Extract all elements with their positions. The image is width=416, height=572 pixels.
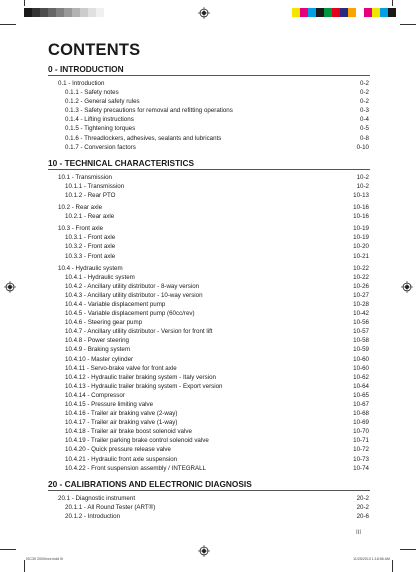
toc-entry[interactable] bbox=[48, 427, 370, 436]
grey-swatch bbox=[40, 8, 48, 17]
toc-entry[interactable] bbox=[48, 242, 370, 251]
color-swatch bbox=[308, 8, 316, 17]
section-heading: 10 - TECHNICAL CHARACTERISTICS bbox=[48, 158, 370, 170]
toc-entry-label: 10.4 - Hydraulic system bbox=[58, 264, 123, 272]
toc-entry-page: 10-74 bbox=[353, 464, 369, 472]
toc-entry[interactable] bbox=[48, 409, 370, 418]
toc-entry[interactable] bbox=[48, 106, 370, 115]
toc-entry[interactable] bbox=[48, 88, 370, 97]
toc-entry[interactable] bbox=[48, 512, 370, 521]
toc-entry-label: 10.4.20 - Quick pressure release valve bbox=[65, 446, 171, 454]
grey-calibration-bar bbox=[24, 8, 112, 17]
toc-entry[interactable] bbox=[48, 391, 370, 400]
crop-mark bbox=[392, 0, 393, 6]
toc-entry-page: 10-70 bbox=[353, 428, 369, 436]
toc-entry[interactable] bbox=[48, 233, 370, 242]
color-swatch bbox=[332, 8, 340, 17]
toc-entry[interactable] bbox=[48, 191, 370, 200]
registration-mark-icon bbox=[4, 281, 16, 293]
toc-entry-label: 10.4.18 - Trailer air brake boost solenoid valve bbox=[65, 428, 192, 436]
toc-entry-page: 0-8 bbox=[360, 134, 369, 142]
toc-entry[interactable] bbox=[48, 224, 370, 233]
toc-entry[interactable] bbox=[48, 503, 370, 512]
toc-entry-page: 10-62 bbox=[353, 373, 369, 381]
color-swatch bbox=[364, 8, 372, 17]
toc-entry-page: 10-28 bbox=[353, 300, 369, 308]
toc-entry[interactable] bbox=[48, 124, 370, 133]
toc-entry-label: 10.4.15 - Pressure limiting valve bbox=[65, 401, 154, 408]
print-footer bbox=[26, 557, 390, 561]
toc-entry-page: 20-2 bbox=[356, 503, 369, 511]
toc-entry-page: 0-5 bbox=[360, 125, 369, 133]
toc-entry-page: 10-72 bbox=[353, 446, 369, 454]
toc-entry-label: 10.4.13 - Hydraulic trailer braking system - Export version bbox=[65, 382, 223, 390]
toc-entry-label: 10.3.2 - Front axle bbox=[65, 243, 116, 251]
section-heading: 20 - CALIBRATIONS AND ELECTRONIC DIAGNOSIS bbox=[48, 479, 370, 491]
toc-entry[interactable] bbox=[48, 203, 370, 212]
toc-entry[interactable] bbox=[48, 134, 370, 143]
grey-swatch bbox=[32, 8, 40, 17]
toc-entry-label: 20.1.2 - Introduction bbox=[65, 512, 121, 520]
crop-mark bbox=[0, 24, 16, 25]
toc-entry[interactable] bbox=[48, 318, 370, 327]
toc-entry[interactable] bbox=[48, 364, 370, 373]
toc-entry[interactable] bbox=[48, 182, 370, 191]
footer-timestamp: 11/25/2013 1:18:56 AM bbox=[353, 557, 390, 561]
toc-entry-page: 10-27 bbox=[353, 291, 369, 299]
toc-entry-page: 0-3 bbox=[360, 107, 369, 115]
color-swatch bbox=[340, 8, 348, 17]
toc-entry-label: 10.4.2 - Ancillary utility distributor - 8-way version bbox=[65, 282, 200, 290]
toc-entry-label: 10.4.5 - Variable displacement pump (60cc/rev) bbox=[65, 310, 195, 318]
color-swatch bbox=[356, 8, 364, 17]
toc-entry-label: 0.1.6 - Threadlockers, adhesives, sealants and lubricants bbox=[65, 134, 222, 142]
toc-entry[interactable] bbox=[48, 143, 370, 152]
color-swatch bbox=[372, 8, 380, 17]
toc-entry-page: 10-73 bbox=[353, 455, 369, 463]
toc-entry-page: 10-19 bbox=[353, 234, 369, 242]
toc-entry-page: 10-42 bbox=[353, 310, 369, 318]
color-swatch bbox=[380, 8, 388, 17]
toc-entry[interactable] bbox=[48, 173, 370, 182]
toc-entry-label: 0.1 - Introduction bbox=[58, 80, 105, 87]
toc-entry-page: 10-57 bbox=[353, 328, 369, 336]
toc-entry-page: 10-2 bbox=[356, 182, 369, 190]
toc-entry-label: 10.4.3 - Ancillary utility distributor - 10-way version bbox=[65, 291, 203, 299]
color-swatch bbox=[388, 8, 396, 17]
grey-swatch bbox=[80, 8, 88, 17]
toc-entry-page: 0-10 bbox=[356, 143, 369, 151]
toc-sections bbox=[48, 64, 370, 521]
toc-entry-page: 10-16 bbox=[353, 204, 369, 212]
toc-entry-label: 10.1.2 - Rear PTO bbox=[65, 191, 116, 199]
toc-entry-page: 10-60 bbox=[353, 355, 369, 363]
registration-mark-icon bbox=[198, 545, 210, 557]
toc-entry[interactable] bbox=[48, 327, 370, 336]
section-heading: 0 - INTRODUCTION bbox=[48, 64, 370, 76]
toc-entry[interactable] bbox=[48, 252, 370, 261]
toc-entry-label: 0.1.3 - Safety precautions for removal and refitting operations bbox=[65, 107, 233, 115]
toc-entry[interactable] bbox=[48, 382, 370, 391]
toc-entry-label: 10.4.16 - Trailer air braking valve (2-way) bbox=[65, 410, 178, 418]
toc-entry-page: 0-2 bbox=[360, 98, 369, 106]
toc-entry-page: 10-26 bbox=[353, 282, 369, 290]
toc-entry-label: 10.3 - Front axle bbox=[58, 225, 104, 233]
toc-entry[interactable] bbox=[48, 494, 370, 503]
toc-entry[interactable] bbox=[48, 436, 370, 445]
toc-entry-label: 0.1.5 - Tightening torques bbox=[65, 125, 136, 133]
crop-mark bbox=[400, 24, 416, 25]
grey-swatch bbox=[88, 8, 96, 17]
grey-swatch bbox=[64, 8, 72, 17]
toc-entry-page: 10-56 bbox=[353, 319, 369, 327]
toc-entry[interactable] bbox=[48, 212, 370, 221]
color-swatch bbox=[300, 8, 308, 17]
grey-swatch bbox=[104, 8, 112, 17]
toc-entry-label: 0.1.1 - Safety notes bbox=[65, 89, 119, 97]
toc-entry-label: 20.1.1 - All Round Tester (ART®) bbox=[65, 503, 156, 511]
toc-entry[interactable] bbox=[48, 355, 370, 364]
toc-entry[interactable] bbox=[48, 373, 370, 382]
toc-entry[interactable] bbox=[48, 400, 370, 409]
page-title: CONTENTS bbox=[48, 41, 141, 59]
toc-entry-label: 10.4.4 - Variable displacement pump bbox=[65, 300, 166, 308]
toc-entry-page: 0-4 bbox=[360, 116, 369, 124]
toc-entry-label: 0.1.4 - Lifting instructions bbox=[65, 116, 134, 124]
crop-mark bbox=[400, 549, 416, 550]
color-swatch bbox=[316, 8, 324, 17]
toc-entry-page: 10-22 bbox=[353, 273, 369, 281]
toc-entry[interactable] bbox=[48, 291, 370, 300]
toc-entry-label: 10.4.21 - Hydraulic front axle suspension bbox=[65, 455, 178, 463]
toc-entry-page: 10-19 bbox=[353, 225, 369, 233]
toc-entry-label: 10.4.11 - Servo-brake valve for front axle bbox=[65, 364, 177, 372]
toc-entry-label: 10.1.1 - Transmission bbox=[65, 182, 125, 190]
toc-entry[interactable] bbox=[48, 97, 370, 106]
grey-swatch bbox=[56, 8, 64, 17]
grey-swatch bbox=[24, 8, 32, 17]
grey-swatch bbox=[96, 8, 104, 17]
toc-entry-page: 0-2 bbox=[360, 80, 369, 87]
toc-entry[interactable] bbox=[48, 418, 370, 427]
toc-entry-label: 10.4.1 - Hydraulic system bbox=[65, 273, 135, 281]
toc-entry-page: 20-6 bbox=[356, 512, 369, 520]
toc-entry-label: 20.1 - Diagnostic instrument bbox=[58, 494, 136, 502]
toc-entry-label: 10.4.9 - Braking system bbox=[65, 346, 130, 354]
toc-entry-page: 10-71 bbox=[353, 437, 369, 445]
toc-entry-label: 10.4.17 - Trailer air braking valve (1-way) bbox=[65, 419, 178, 427]
toc-entry-page: 10-21 bbox=[353, 252, 369, 260]
toc-entry[interactable] bbox=[48, 300, 370, 309]
toc-entry[interactable] bbox=[48, 282, 370, 291]
color-swatch bbox=[292, 8, 300, 17]
toc-entry-page: 10-2 bbox=[356, 173, 369, 181]
toc-entry-page: 10-13 bbox=[353, 191, 369, 199]
table-of-contents bbox=[48, 40, 370, 521]
toc-entry[interactable] bbox=[48, 79, 370, 88]
toc-entry-page: 10-58 bbox=[353, 337, 369, 345]
toc-entry[interactable] bbox=[48, 464, 370, 473]
toc-entry[interactable] bbox=[48, 336, 370, 345]
toc-entry[interactable] bbox=[48, 309, 370, 318]
toc-entry-page: 10-68 bbox=[353, 410, 369, 418]
color-swatch bbox=[324, 8, 332, 17]
toc-entry-page: 10-67 bbox=[353, 401, 369, 408]
toc-entry-page: 10-22 bbox=[353, 264, 369, 272]
toc-entry-page: 10-64 bbox=[353, 382, 369, 390]
toc-entry-label: 10.3.3 - Front axle bbox=[65, 252, 116, 260]
toc-entry-label: 10.4.6 - Steering gear pump bbox=[65, 319, 143, 327]
toc-entry[interactable] bbox=[48, 115, 370, 124]
toc-entry-page: 10-60 bbox=[353, 364, 369, 372]
color-swatch bbox=[348, 8, 356, 17]
toc-entry[interactable] bbox=[48, 445, 370, 454]
toc-entry-label: 10.3.1 - Front axle bbox=[65, 234, 116, 242]
toc-entry[interactable] bbox=[48, 455, 370, 464]
toc-entry-label: 10.4.19 - Trailer parking brake control solenoid valve bbox=[65, 437, 209, 445]
color-calibration-bar bbox=[292, 8, 396, 17]
toc-entry-page: 10-59 bbox=[353, 346, 369, 354]
toc-entry-label: 10.4.14 - Compressor bbox=[65, 391, 125, 399]
toc-entry-page: 10-16 bbox=[353, 213, 369, 221]
toc-entry-label: 10.4.12 - Hydraulic trailer braking system - Italy version bbox=[65, 373, 216, 381]
toc-entry-label: 10.4.7 - Ancillary utility distributor - Version for front lift bbox=[65, 328, 213, 336]
toc-entry-page: 10-65 bbox=[353, 391, 369, 399]
registration-mark-icon bbox=[198, 7, 210, 19]
toc-entry[interactable] bbox=[48, 273, 370, 282]
registration-mark-icon bbox=[401, 281, 413, 293]
crop-mark bbox=[0, 549, 16, 550]
toc-entry-label: 10.2 - Rear axle bbox=[58, 204, 103, 212]
toc-entry-label: 10.2.1 - Rear axle bbox=[65, 213, 115, 221]
toc-entry[interactable] bbox=[48, 264, 370, 273]
toc-entry-label: 10.1 - Transmission bbox=[58, 173, 112, 181]
toc-entry-label: 10.4.8 - Power steering bbox=[65, 337, 129, 345]
toc-entry-label: 10.4.22 - Front suspension assembly / INTEGRALL bbox=[65, 464, 207, 472]
crop-mark bbox=[392, 560, 393, 572]
toc-entry-page: 10-69 bbox=[353, 419, 369, 427]
crop-mark bbox=[24, 0, 25, 6]
grey-swatch bbox=[48, 8, 56, 17]
grey-swatch bbox=[72, 8, 80, 17]
toc-entry-label: 10.4.10 - Master cylinder bbox=[65, 355, 134, 363]
toc-entry-label: 0.1.7 - Conversion factors bbox=[65, 143, 136, 151]
toc-entry-page: 0-2 bbox=[360, 89, 369, 97]
footer-file-info: ISC30 2000Ixxx.indd III bbox=[26, 557, 64, 561]
toc-entry-label: 0.1.2 - General safety rules bbox=[65, 98, 140, 106]
page-number: III bbox=[356, 530, 362, 536]
toc-entry-page: 20-2 bbox=[356, 494, 369, 502]
toc-entry[interactable] bbox=[48, 345, 370, 354]
crop-mark bbox=[24, 560, 25, 572]
toc-entry-page: 10-20 bbox=[353, 243, 369, 251]
